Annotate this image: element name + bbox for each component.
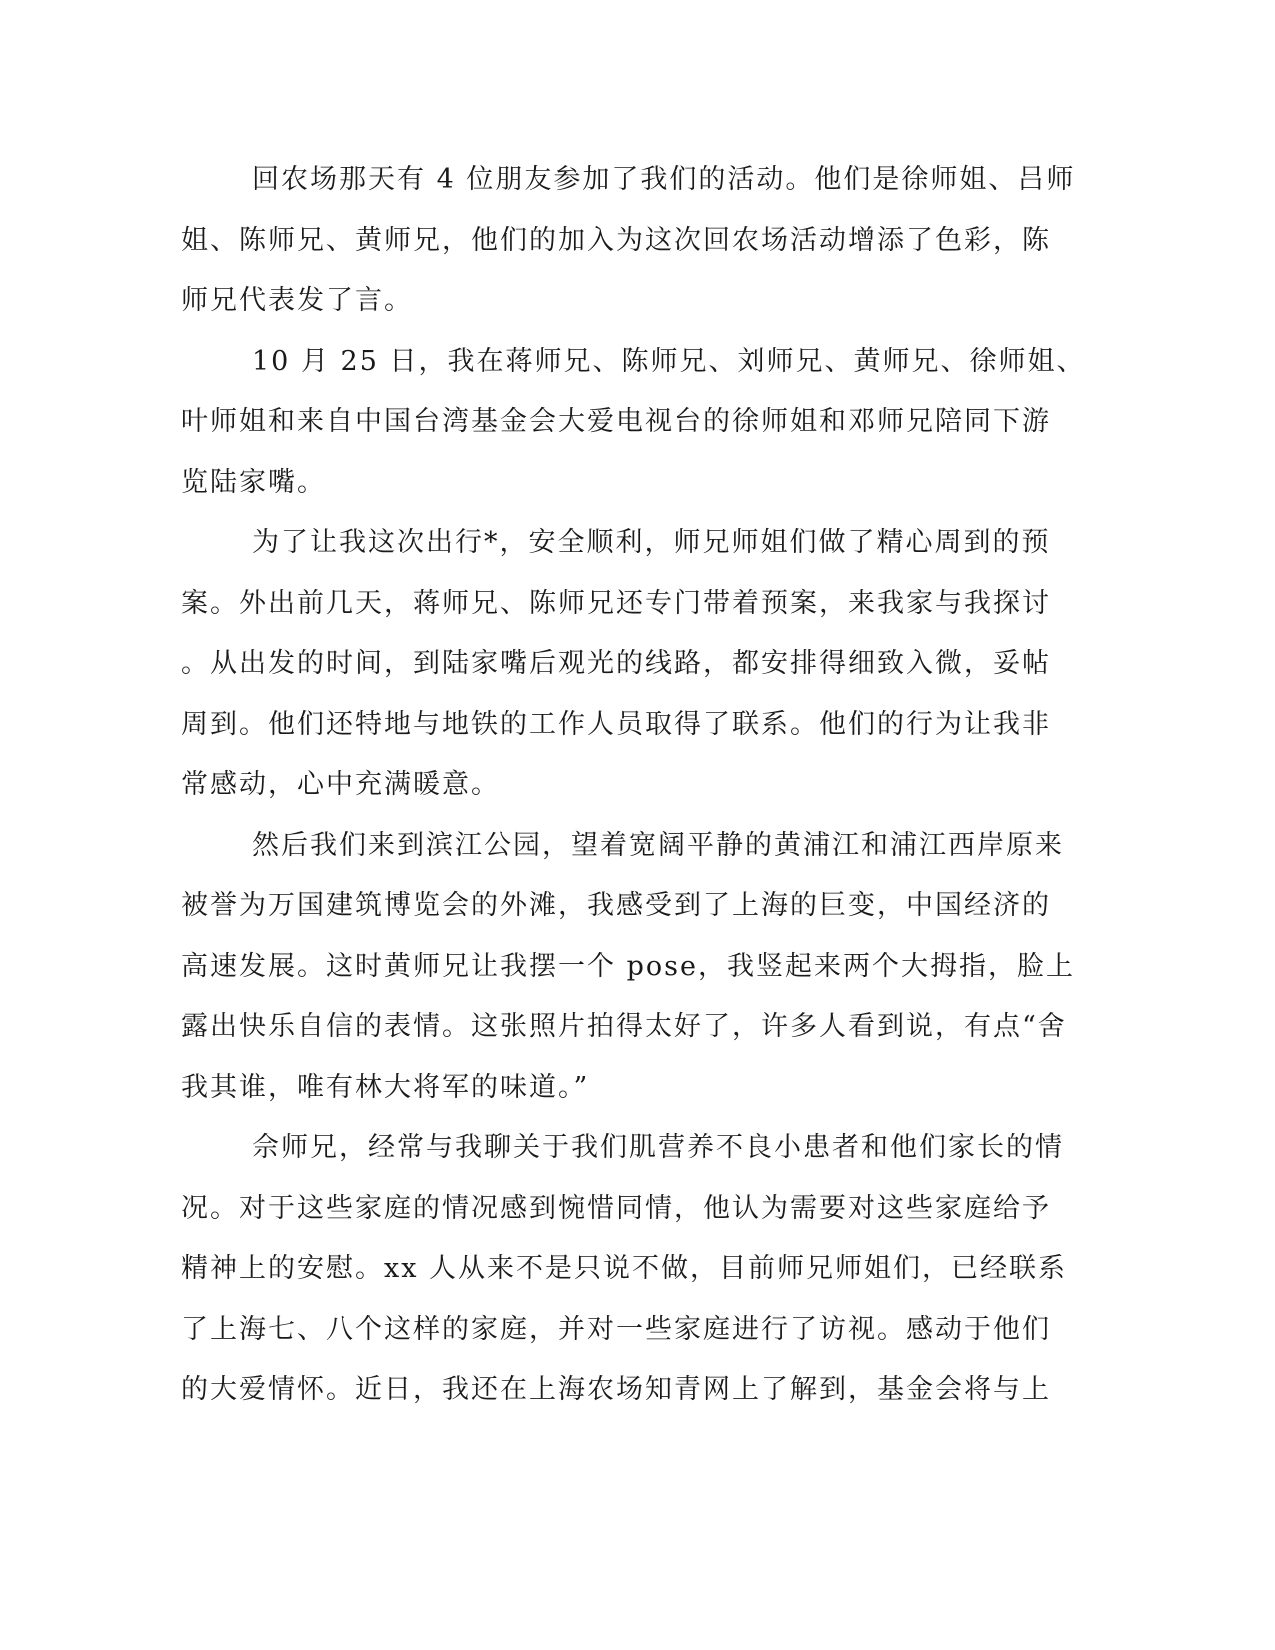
paragraph-5 — [181, 1118, 1068, 1421]
paragraph-line: 10 月 25 日，我在蒋师兄、陈师兄、刘师兄、黄师兄、徐师姐、 — [252, 345, 1086, 377]
paragraph-line: 为了让我这次出行*，安全顺利，师兄师姐们做了精心周到的预 — [252, 527, 1051, 558]
paragraph-line: 我其谁，唯有林大将军的味道。” — [181, 1071, 590, 1103]
paragraph-line: 露出快乐自信的表情。这张照片拍得太好了，许多人看到说，有点“舍 — [181, 1011, 1067, 1042]
paragraph-4 — [181, 816, 1075, 1119]
paragraph-2 — [181, 332, 1086, 514]
paragraph-line: 佘师兄，经常与我聊关于我们肌营养不良小患者和他们家长的情 — [252, 1132, 1064, 1163]
paragraph-line: 况。对于这些家庭的情况感到惋惜同情，他认为需要对这些家庭给予 — [181, 1192, 1051, 1224]
paragraph-line: 常感动，心中充满暖意。 — [181, 769, 500, 800]
paragraph-line: 览陆家嘴。 — [181, 466, 326, 498]
paragraph-line: 精神上的安慰。xx 人从来不是只说不做，目前师兄师姐们，已经联系 — [181, 1253, 1068, 1284]
paragraph-line: 然后我们来到滨江公园，望着宽阔平静的黄浦江和浦江西岸原来 — [252, 829, 1064, 861]
document-body — [181, 150, 1086, 1421]
paragraph-line: 。从出发的时间，到陆家嘴后观光的线路，都安排得细致入微，妥帖 — [181, 648, 1051, 679]
paragraph-line: 回农场那天有 4 位朋友参加了我们的活动。他们是徐师姐、吕师 — [252, 164, 1076, 195]
paragraph-line: 高速发展。这时黄师兄让我摆一个 pose，我竖起来两个大拇指，脸上 — [181, 950, 1075, 982]
paragraph-line: 周到。他们还特地与地铁的工作人员取得了联系。他们的行为让我非 — [181, 708, 1051, 740]
paragraph-line: 了上海七、八个这样的家庭，并对一些家庭进行了访视。感动于他们 — [181, 1313, 1051, 1345]
paragraph-line: 师兄代表发了言。 — [181, 285, 413, 316]
paragraph-line: 案。外出前几天，蒋师兄、陈师兄还专门带着预案，来我家与我探讨 — [181, 587, 1051, 619]
paragraph-line: 姐、陈师兄、黄师兄，他们的加入为这次回农场活动增添了色彩，陈 — [181, 224, 1051, 256]
paragraph-3 — [181, 513, 1051, 816]
paragraph-line: 叶师姐和来自中国台湾基金会大爱电视台的徐师姐和邓师兄陪同下游 — [181, 406, 1051, 437]
paragraph-line: 被誉为万国建筑博览会的外滩，我感受到了上海的巨变，中国经济的 — [181, 890, 1051, 921]
paragraph-line: 的大爱情怀。近日，我还在上海农场知青网上了解到，基金会将与上 — [181, 1374, 1051, 1405]
paragraph-1 — [181, 150, 1076, 332]
